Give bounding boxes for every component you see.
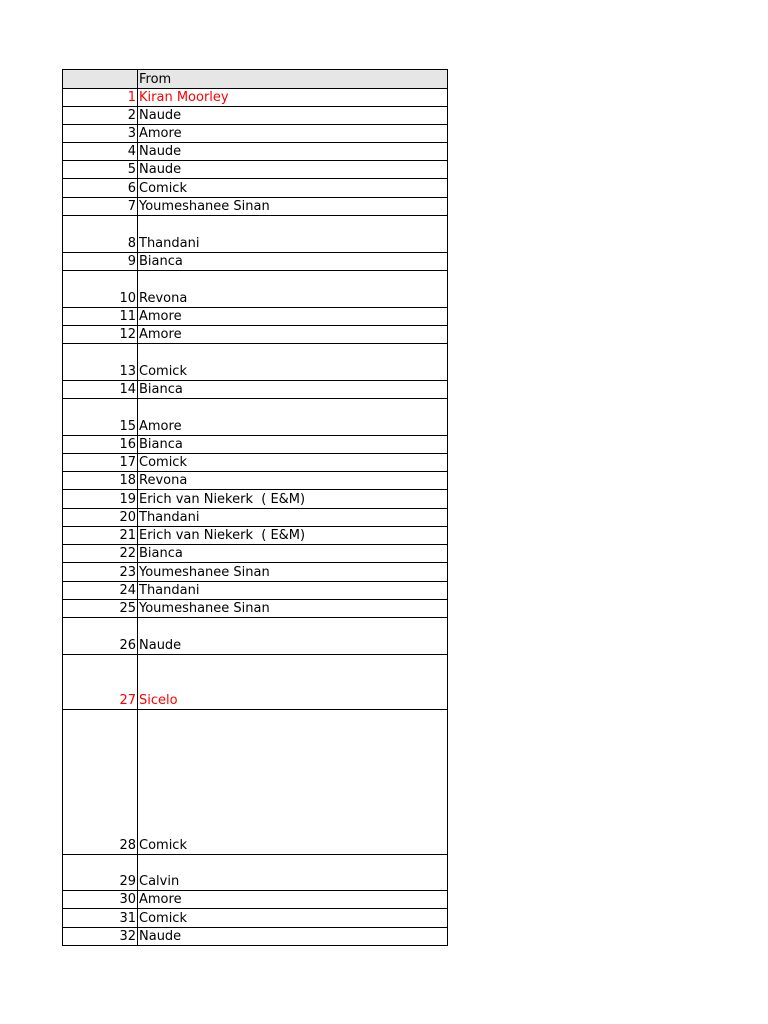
from-cell: Comick xyxy=(139,364,187,379)
table-row xyxy=(63,655,447,710)
table-row xyxy=(63,909,447,928)
row-number-cell: 31 xyxy=(63,909,138,927)
row-number-cell: 10 xyxy=(63,271,138,307)
from-cell: Naude xyxy=(139,162,182,177)
from-cell: Revona xyxy=(139,473,188,488)
row-number-cell: 21 xyxy=(63,527,138,544)
header-num-cell xyxy=(63,70,138,88)
row-number-cell: 2 xyxy=(63,107,138,124)
row-number-cell: 12 xyxy=(63,326,138,343)
from-cell: Bianca xyxy=(139,437,183,452)
table-row xyxy=(63,399,447,436)
table-row xyxy=(63,855,447,891)
table-row xyxy=(63,527,447,545)
table-row xyxy=(63,143,447,161)
row-number-cell: 27 xyxy=(63,655,138,709)
from-cell: Youmeshanee Sinan xyxy=(139,601,270,616)
row-number-cell: 25 xyxy=(63,600,138,617)
table-row xyxy=(63,89,447,107)
row-number-cell: 6 xyxy=(63,179,138,197)
row-number-cell: 18 xyxy=(63,472,138,489)
table-row xyxy=(63,472,447,490)
table-row xyxy=(63,326,447,344)
spreadsheet-table xyxy=(62,69,448,946)
from-cell: Comick xyxy=(139,838,187,853)
from-cell: Kiran Moorley xyxy=(139,90,229,105)
table-row xyxy=(63,891,447,909)
table-row xyxy=(63,198,447,216)
table-row xyxy=(63,710,447,855)
row-number-cell: 24 xyxy=(63,582,138,599)
header-from-cell: From xyxy=(139,72,172,87)
row-number-cell: 8 xyxy=(63,216,138,252)
from-cell: Calvin xyxy=(139,874,180,889)
row-number-cell: 30 xyxy=(63,891,138,908)
table-row xyxy=(63,600,447,618)
from-cell: Amore xyxy=(139,419,182,434)
row-number-cell: 32 xyxy=(63,928,138,945)
from-cell: Youmeshanee Sinan xyxy=(139,199,270,214)
row-number-cell: 19 xyxy=(63,490,138,508)
from-cell: Naude xyxy=(139,144,182,159)
from-cell: Erich van Niekerk ( E&M) xyxy=(139,492,306,507)
row-number-cell: 17 xyxy=(63,454,138,471)
row-number-cell: 3 xyxy=(63,125,138,142)
table-row xyxy=(63,436,447,454)
from-cell: Thandani xyxy=(139,236,200,251)
table-row xyxy=(63,216,447,253)
row-number-cell: 11 xyxy=(63,308,138,325)
row-number-cell: 22 xyxy=(63,545,138,562)
from-cell: Naude xyxy=(139,929,182,944)
table-row xyxy=(63,253,447,271)
table-row xyxy=(63,381,447,399)
table-row xyxy=(63,563,447,582)
from-cell: Naude xyxy=(139,638,182,653)
row-number-cell: 5 xyxy=(63,161,138,178)
from-cell: Youmeshanee Sinan xyxy=(139,565,270,580)
table-row xyxy=(63,107,447,125)
from-cell: Revona xyxy=(139,291,188,306)
from-cell: Bianca xyxy=(139,382,183,397)
row-number-cell: 7 xyxy=(63,198,138,215)
from-cell: Comick xyxy=(139,181,187,196)
from-cell: Amore xyxy=(139,309,182,324)
from-cell: Bianca xyxy=(139,254,183,269)
from-cell: Erich van Niekerk ( E&M) xyxy=(139,528,306,543)
row-number-cell: 15 xyxy=(63,399,138,435)
table-row xyxy=(63,928,447,945)
table-row xyxy=(63,454,447,472)
from-cell: Amore xyxy=(139,892,182,907)
from-cell: Thandani xyxy=(139,510,200,525)
from-cell: Thandani xyxy=(139,583,200,598)
row-number-cell: 9 xyxy=(63,253,138,270)
table-row xyxy=(63,344,447,381)
table-row xyxy=(63,125,447,143)
row-number-cell: 14 xyxy=(63,381,138,398)
table-row xyxy=(63,582,447,600)
table-row xyxy=(63,308,447,326)
row-number-cell: 23 xyxy=(63,563,138,581)
from-cell: Amore xyxy=(139,126,182,141)
row-number-cell: 20 xyxy=(63,509,138,526)
from-cell: Comick xyxy=(139,911,187,926)
table-row xyxy=(63,271,447,308)
row-number-cell: 4 xyxy=(63,143,138,160)
row-number-cell: 16 xyxy=(63,436,138,453)
from-cell: Bianca xyxy=(139,546,183,561)
table-row xyxy=(63,179,447,198)
row-number-cell: 28 xyxy=(63,710,138,854)
from-cell: Comick xyxy=(139,455,187,470)
row-number-cell: 26 xyxy=(63,618,138,654)
from-cell: Naude xyxy=(139,108,182,123)
table-body xyxy=(63,89,447,945)
table-row xyxy=(63,545,447,563)
table-row xyxy=(63,490,447,509)
table-row xyxy=(63,161,447,179)
row-number-cell: 1 xyxy=(63,89,138,106)
row-number-cell: 13 xyxy=(63,344,138,380)
from-cell: Sicelo xyxy=(139,693,178,708)
table-row xyxy=(63,509,447,527)
header-row xyxy=(63,70,447,89)
table-row xyxy=(63,618,447,655)
row-number-cell: 29 xyxy=(63,855,138,890)
from-cell: Amore xyxy=(139,327,182,342)
